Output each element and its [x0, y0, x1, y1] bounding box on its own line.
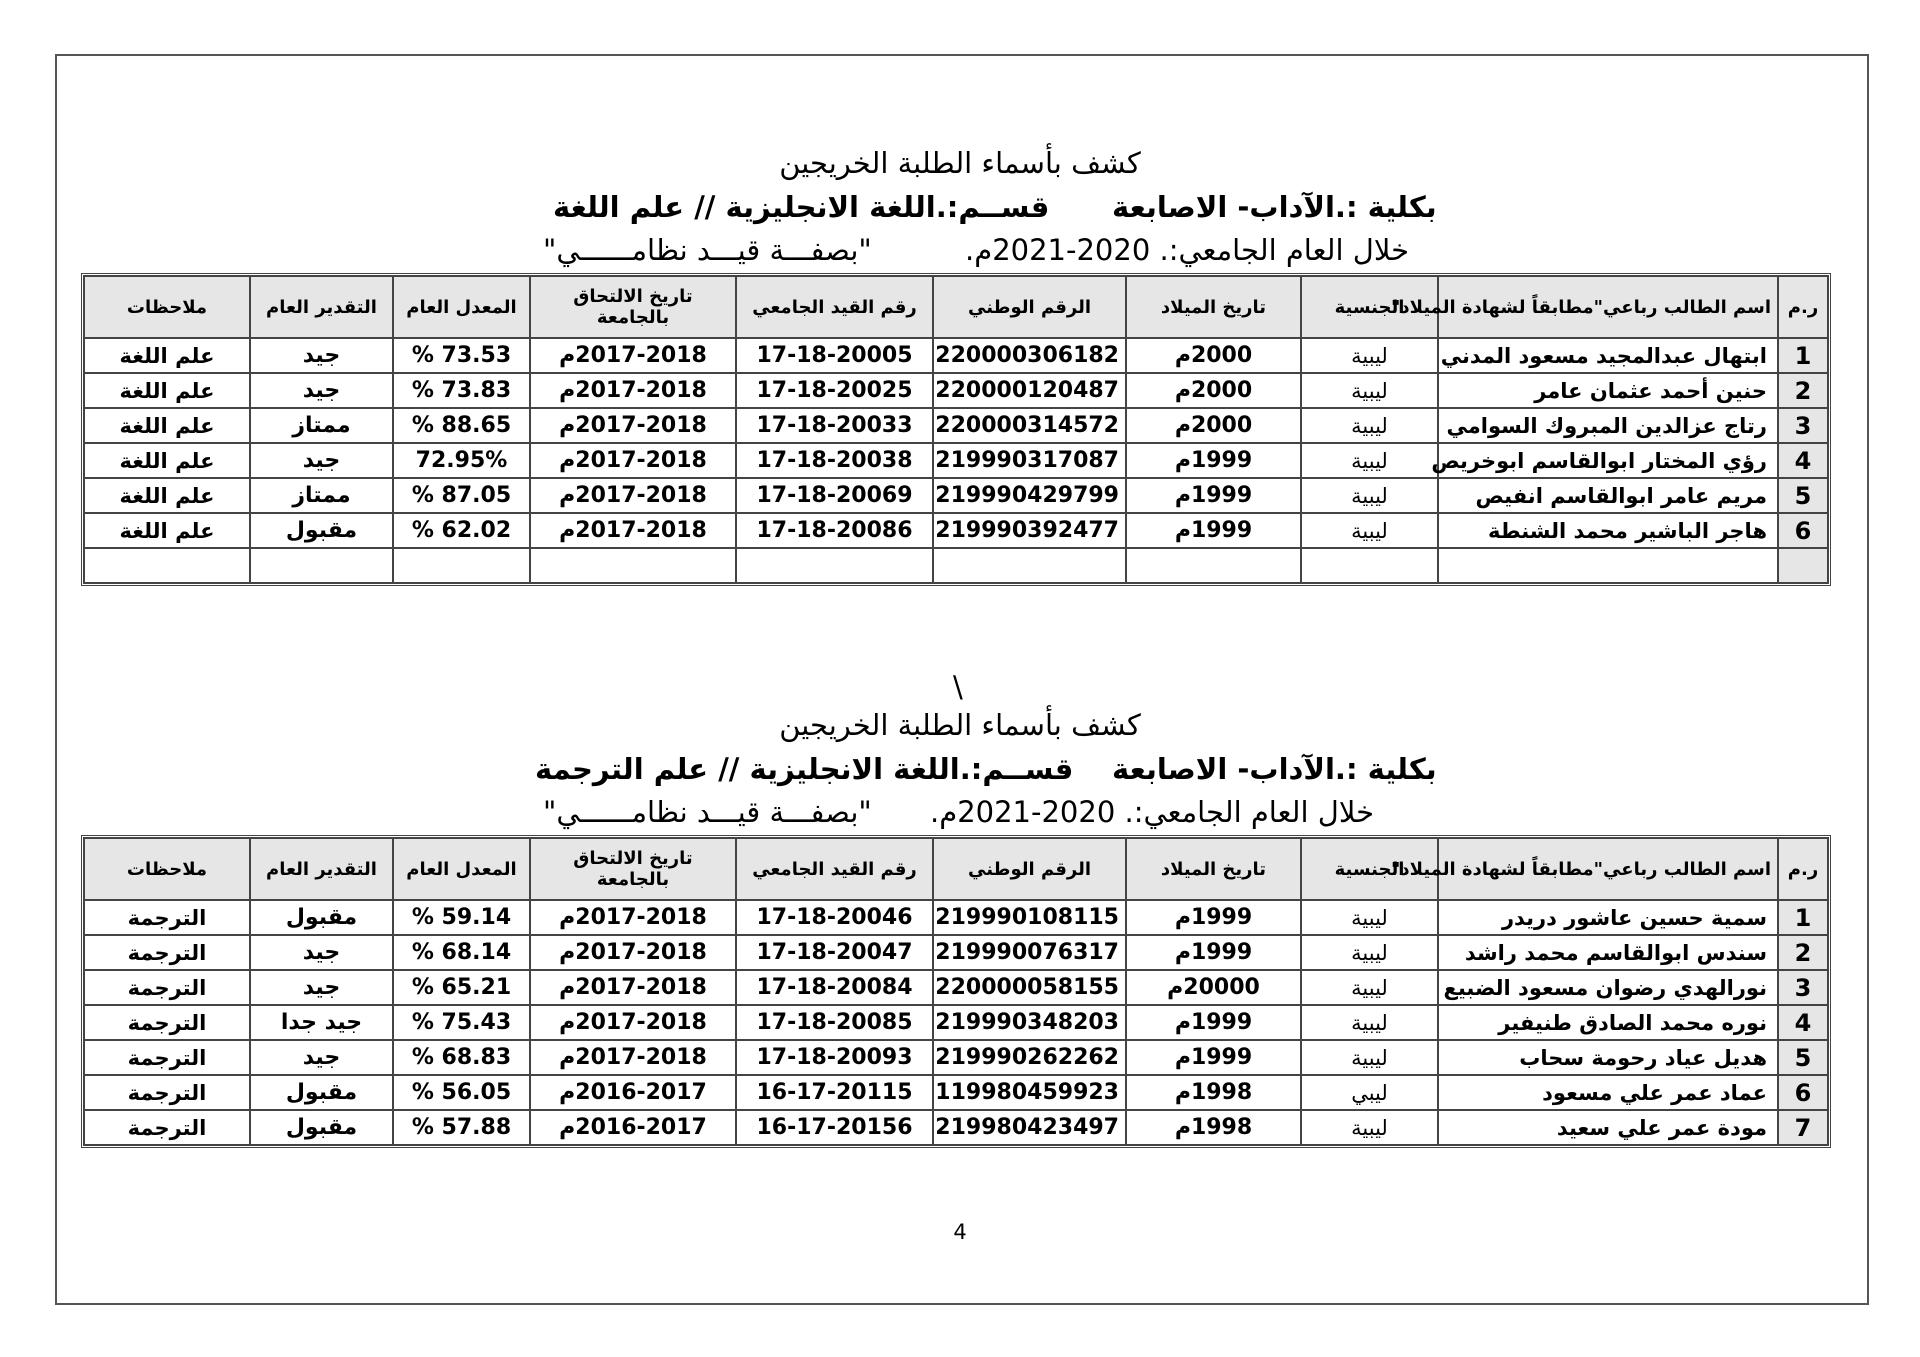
col-enroll-line2: بالجامعة — [596, 869, 670, 890]
department-label: قســم:.اللغة الانجليزية // علم اللغة — [553, 190, 1050, 224]
reg-no: 17-18-20005 — [736, 338, 933, 373]
nationality: ليبية — [1301, 478, 1438, 513]
row-num: 1 — [1778, 338, 1828, 373]
reg-no: 17-18-20086 — [736, 513, 933, 548]
national-id: 220000314572 — [933, 408, 1126, 443]
national-id: 219990076317 — [933, 935, 1126, 970]
row-num: 6 — [1778, 1075, 1828, 1110]
col-name: اسم الطالب رباعي"مطابقاً لشهادة الميلاد" — [1438, 276, 1778, 338]
col-gpa: المعدل العام — [393, 276, 530, 338]
birth-year: 1999م — [1126, 513, 1301, 548]
col-grade: التقدير العام — [250, 838, 393, 900]
nationality: ليبية — [1301, 970, 1438, 1005]
row-num: 3 — [1778, 408, 1828, 443]
grade: جيد — [250, 1040, 393, 1075]
col-notes: ملاحظات — [84, 838, 250, 900]
separator-mark: \ — [953, 670, 963, 704]
nationality: ليبي — [1301, 1075, 1438, 1110]
enroll-date: 2017-2018م — [530, 900, 736, 935]
national-id: 219990108115 — [933, 900, 1126, 935]
row-num: 7 — [1778, 1110, 1828, 1145]
notes: علم اللغة — [84, 338, 250, 373]
notes: علم اللغة — [84, 513, 250, 548]
col-reg-no: رقم القيد الجامعي — [736, 276, 933, 338]
student-name: هاجر الباشير محمد الشنطة — [1438, 513, 1778, 548]
col-reg-no: رقم القيد الجامعي — [736, 838, 933, 900]
row-num: 6 — [1778, 513, 1828, 548]
col-notes: ملاحظات — [84, 276, 250, 338]
notes: الترجمة — [84, 970, 250, 1005]
birth-year: 20000م — [1126, 970, 1301, 1005]
table-row — [84, 1075, 1828, 1110]
national-id: 219990262262 — [933, 1040, 1126, 1075]
faculty-label: بكلية :.الآداب- الاصابعة — [1112, 752, 1437, 786]
col-enroll-line1: تاريخ الالتحاق — [573, 848, 693, 869]
reg-no: 17-18-20033 — [736, 408, 933, 443]
enroll-date: 2017-2018م — [530, 443, 736, 478]
national-id: 219990348203 — [933, 1005, 1126, 1040]
gpa: 59.14 % — [393, 900, 530, 935]
graduates-table — [81, 835, 1831, 1148]
grade: جيد جدا — [250, 1005, 393, 1040]
grade: مقبول — [250, 900, 393, 935]
notes: الترجمة — [84, 900, 250, 935]
table-row — [84, 1110, 1828, 1145]
nationality: ليبية — [1301, 900, 1438, 935]
col-num: ر.م — [1778, 276, 1828, 338]
table-row — [84, 513, 1828, 548]
row-num: 5 — [1778, 1040, 1828, 1075]
academic-year: خلال العام الجامعي:. 2020-2021م. — [930, 795, 1375, 829]
student-name: هديل عياد رحومة سحاب — [1438, 1040, 1778, 1075]
row-num: 4 — [1778, 1005, 1828, 1040]
grade: جيد — [250, 443, 393, 478]
grade: جيد — [250, 338, 393, 373]
row-num: 2 — [1778, 935, 1828, 970]
page-number: 4 — [953, 1220, 967, 1244]
grade: ممتاز — [250, 408, 393, 443]
gpa: 56.05 % — [393, 1075, 530, 1110]
notes: علم اللغة — [84, 478, 250, 513]
enroll-date: 2017-2018م — [530, 970, 736, 1005]
table-row — [84, 443, 1828, 478]
student-name: عماد عمر علي مسعود — [1438, 1075, 1778, 1110]
birth-year: 1999م — [1126, 1005, 1301, 1040]
graduates-table — [81, 273, 1831, 586]
grade: ممتاز — [250, 478, 393, 513]
col-national-id: الرقم الوطني — [933, 276, 1126, 338]
col-name: اسم الطالب رباعي"مطابقاً لشهادة الميلاد" — [1438, 838, 1778, 900]
enroll-date: 2016-2017م — [530, 1075, 736, 1110]
enroll-date: 2017-2018م — [530, 478, 736, 513]
student-name: ابتهال عبدالمجيد مسعود المدني — [1438, 338, 1778, 373]
table-row — [84, 408, 1828, 443]
birth-year: 2000م — [1126, 408, 1301, 443]
table-row — [84, 970, 1828, 1005]
grade: مقبول — [250, 513, 393, 548]
birth-year: 1999م — [1126, 935, 1301, 970]
student-name: رتاج عزالدين المبروك السوامي — [1438, 408, 1778, 443]
table-row — [84, 338, 1828, 373]
student-name: مودة عمر علي سعيد — [1438, 1110, 1778, 1145]
department-label: قســم:.اللغة الانجليزية // علم الترجمة — [535, 752, 1074, 786]
student-name: رؤي المختار ابوالقاسم ابوخريص — [1438, 443, 1778, 478]
reg-no: 17-18-20084 — [736, 970, 933, 1005]
nationality: ليبية — [1301, 513, 1438, 548]
col-nationality: الجنسية — [1301, 838, 1438, 900]
table-row — [84, 900, 1828, 935]
student-name: سندس ابوالقاسم محمد راشد — [1438, 935, 1778, 970]
student-name: نورالهدي رضوان مسعود الضبيع — [1438, 970, 1778, 1005]
nationality: ليبية — [1301, 1005, 1438, 1040]
faculty-label: بكلية :.الآداب- الاصابعة — [1112, 190, 1437, 224]
table-header-row — [84, 838, 1828, 900]
col-nationality: الجنسية — [1301, 276, 1438, 338]
table-row — [84, 373, 1828, 408]
nationality: ليبية — [1301, 338, 1438, 373]
enroll-date: 2016-2017م — [530, 1110, 736, 1145]
row-num: 3 — [1778, 970, 1828, 1005]
enroll-date: 2017-2018م — [530, 338, 736, 373]
national-id: 220000120487 — [933, 373, 1126, 408]
birth-year: 1999م — [1126, 900, 1301, 935]
notes: الترجمة — [84, 935, 250, 970]
gpa: 72.95% — [393, 443, 530, 478]
national-id: 219980423497 — [933, 1110, 1126, 1145]
empty-row — [84, 548, 1828, 583]
student-name: حنين أحمد عثمان عامر — [1438, 373, 1778, 408]
table-row — [84, 1005, 1828, 1040]
birth-year: 1998م — [1126, 1075, 1301, 1110]
table-row — [84, 478, 1828, 513]
enroll-date: 2017-2018م — [530, 513, 736, 548]
col-birth: تاريخ الميلاد — [1126, 838, 1301, 900]
national-id: 219990392477 — [933, 513, 1126, 548]
gpa: 68.83 % — [393, 1040, 530, 1075]
grade: مقبول — [250, 1110, 393, 1145]
birth-year: 1998م — [1126, 1110, 1301, 1145]
col-birth: تاريخ الميلاد — [1126, 276, 1301, 338]
birth-year: 2000م — [1126, 373, 1301, 408]
reg-no: 17-18-20025 — [736, 373, 933, 408]
row-num: 2 — [1778, 373, 1828, 408]
gpa: 57.88 % — [393, 1110, 530, 1145]
gpa: 87.05 % — [393, 478, 530, 513]
col-enroll — [530, 276, 736, 338]
notes: علم اللغة — [84, 408, 250, 443]
gpa: 73.53 % — [393, 338, 530, 373]
nationality: ليبية — [1301, 408, 1438, 443]
national-id: 219990317087 — [933, 443, 1126, 478]
national-id: 220000306182 — [933, 338, 1126, 373]
reg-no: 17-18-20093 — [736, 1040, 933, 1075]
enrollment-status: "بصفـــة قيـــد نظامــــــي" — [543, 795, 872, 829]
academic-year: خلال العام الجامعي:. 2020-2021م. — [965, 233, 1410, 267]
reg-no: 17-18-20047 — [736, 935, 933, 970]
grade: جيد — [250, 935, 393, 970]
gpa: 73.83 % — [393, 373, 530, 408]
reg-no: 17-18-20046 — [736, 900, 933, 935]
notes: علم اللغة — [84, 443, 250, 478]
enroll-date: 2017-2018م — [530, 1005, 736, 1040]
gpa: 62.02 % — [393, 513, 530, 548]
table-row — [84, 935, 1828, 970]
col-num: ر.م — [1778, 838, 1828, 900]
grade: جيد — [250, 373, 393, 408]
notes: الترجمة — [84, 1075, 250, 1110]
grade: مقبول — [250, 1075, 393, 1110]
national-id: 119980459923 — [933, 1075, 1126, 1110]
national-id: 220000058155 — [933, 970, 1126, 1005]
nationality: ليبية — [1301, 1110, 1438, 1145]
nationality: ليبية — [1301, 1040, 1438, 1075]
col-enroll — [530, 838, 736, 900]
notes: الترجمة — [84, 1005, 250, 1040]
col-national-id: الرقم الوطني — [933, 838, 1126, 900]
notes: الترجمة — [84, 1110, 250, 1145]
student-name: سمية حسين عاشور دريدر — [1438, 900, 1778, 935]
notes: الترجمة — [84, 1040, 250, 1075]
student-name: مريم عامر ابوالقاسم انفيص — [1438, 478, 1778, 513]
enroll-date: 2017-2018م — [530, 935, 736, 970]
nationality: ليبية — [1301, 935, 1438, 970]
enroll-date: 2017-2018م — [530, 373, 736, 408]
reg-no: 17-18-20038 — [736, 443, 933, 478]
birth-year: 1999م — [1126, 443, 1301, 478]
birth-year: 1999م — [1126, 478, 1301, 513]
row-num: 1 — [1778, 900, 1828, 935]
nationality: ليبية — [1301, 443, 1438, 478]
birth-year: 2000م — [1126, 338, 1301, 373]
col-enroll-line1: تاريخ الالتحاق — [573, 286, 693, 307]
reg-no: 17-18-20069 — [736, 478, 933, 513]
gpa: 75.43 % — [393, 1005, 530, 1040]
enrollment-status: "بصفـــة قيـــد نظامــــــي" — [543, 233, 872, 267]
section-title: كشف بأسماء الطلبة الخريجين — [779, 146, 1141, 180]
row-num: 5 — [1778, 478, 1828, 513]
reg-no: 16-17-20156 — [736, 1110, 933, 1145]
student-name: نوره محمد الصادق طنيفير — [1438, 1005, 1778, 1040]
enroll-date: 2017-2018م — [530, 1040, 736, 1075]
col-grade: التقدير العام — [250, 276, 393, 338]
birth-year: 1999م — [1126, 1040, 1301, 1075]
gpa: 65.21 % — [393, 970, 530, 1005]
col-gpa: المعدل العام — [393, 838, 530, 900]
grade: جيد — [250, 970, 393, 1005]
gpa: 68.14 % — [393, 935, 530, 970]
table-row — [84, 1040, 1828, 1075]
section-title: كشف بأسماء الطلبة الخريجين — [779, 708, 1141, 742]
enroll-date: 2017-2018م — [530, 408, 736, 443]
nationality: ليبية — [1301, 373, 1438, 408]
national-id: 219990429799 — [933, 478, 1126, 513]
row-num: 4 — [1778, 443, 1828, 478]
reg-no: 17-18-20085 — [736, 1005, 933, 1040]
reg-no: 16-17-20115 — [736, 1075, 933, 1110]
table-header-row — [84, 276, 1828, 338]
col-enroll-line2: بالجامعة — [596, 307, 670, 328]
notes: علم اللغة — [84, 373, 250, 408]
gpa: 88.65 % — [393, 408, 530, 443]
